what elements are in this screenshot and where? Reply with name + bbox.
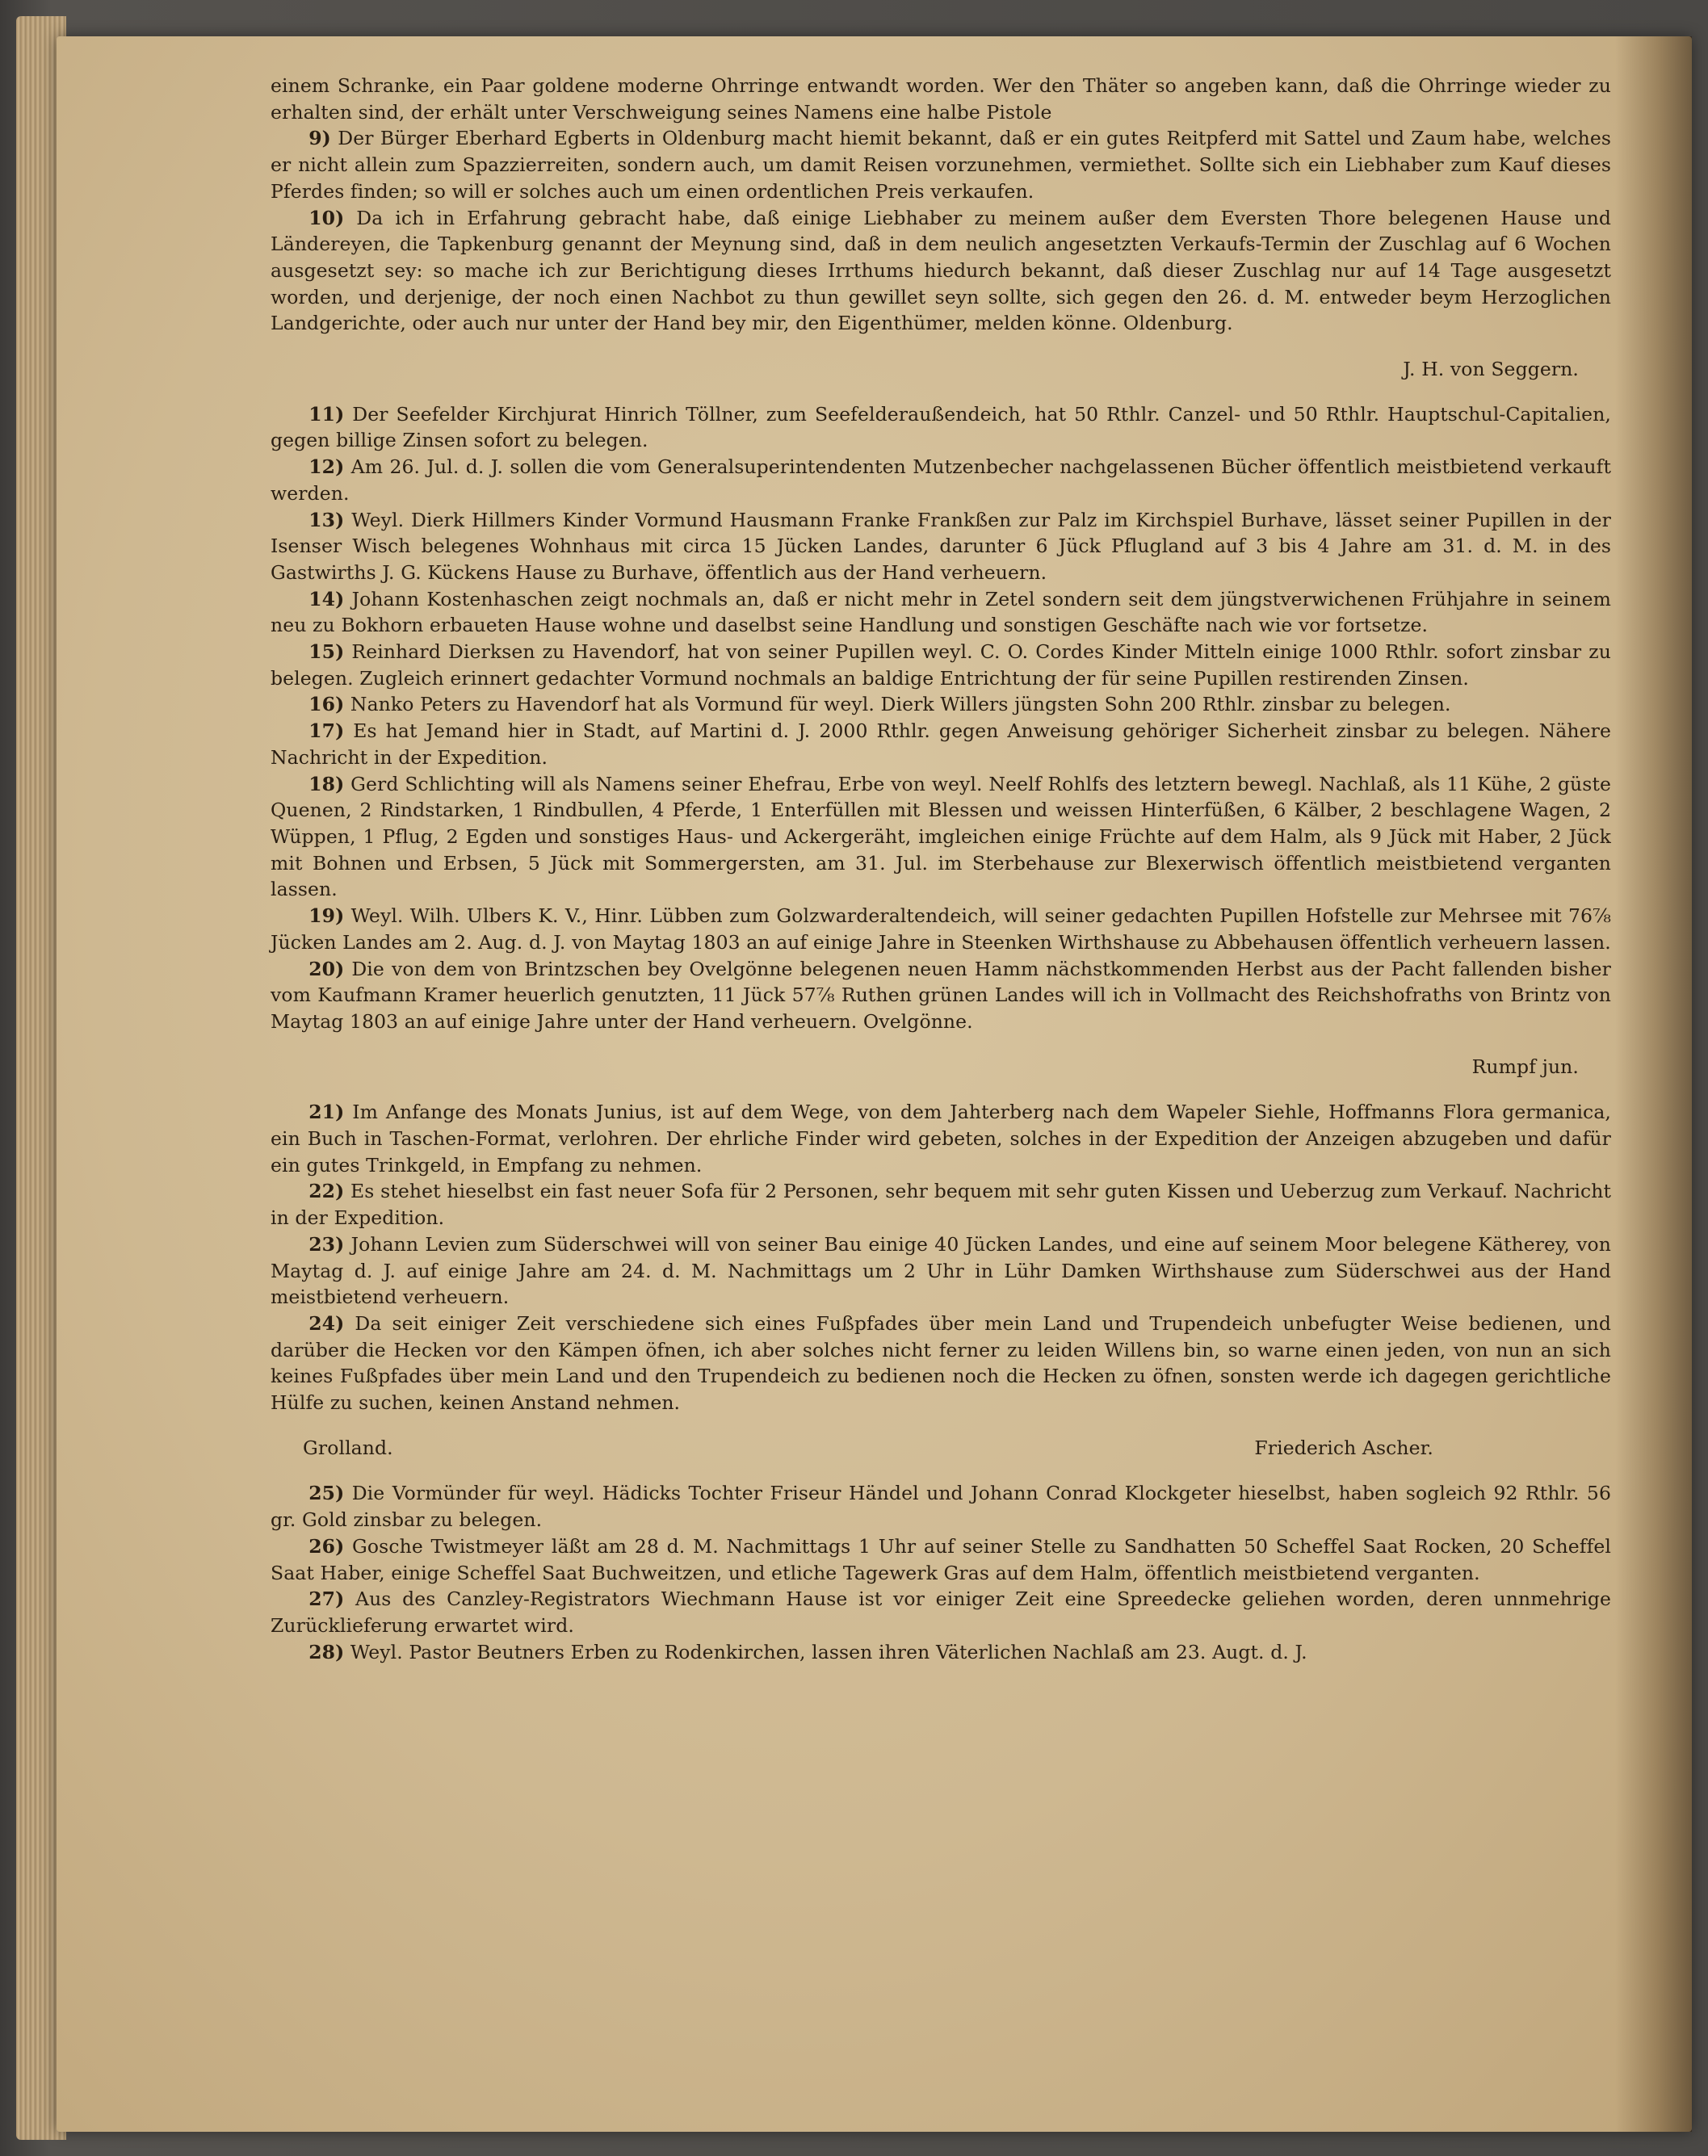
entry-22: 22) Es stehet hieselbst ein fast neuer Sofa für 2 Personen, sehr bequem mit sehr guten Kissen und Ueberzug zum Verkauf. Nachricht in der Expedition.	[271, 1180, 1611, 1230]
entry-17: 17) Es hat Jemand hier in Stadt, auf Martini d. J. 2000 Rthlr. gegen Anweisung gehöriger Sicherheit zinsbar zu belegen. Nähere Nachricht in der Expedition.	[271, 719, 1611, 769]
entry-21: 21) Im Anfange des Monats Junius, ist auf dem Wege, von dem Jahterberg nach dem Wapeler Siehle, Hoffmanns Flora germanica, ein Buch in Taschen-Format, verlohren. Der ehrliche Finder wird gebeten, solches in der Expedition der Anzeigen abzugeben und dafür ein gutes Trinkgeld, in Empfang zu nehmen.	[271, 1101, 1611, 1177]
entry-28: 28) Weyl. Pastor Beutners Erben zu Rodenkirchen, lassen ihren Väterlichen Nachlaß am 23. Augt. d. J.	[308, 1640, 1307, 1663]
entry-12: 12) Am 26. Jul. d. J. sollen die vom Generalsuperintendenten Mutzenbecher nachgelassenen Bücher öffentlich meistbietend verkauft werden.	[271, 455, 1611, 505]
entry-24: 24) Da seit einiger Zeit verschiedene sich eines Fußpfades über mein Land und Trupendeich unbefugter Weise bedienen, und darüber die Hecken vor den Kämpen öfnen, ich aber solches nicht ferner zu leiden Willens bin, so warne einen jeden, von nun an sich keines Fußpfades über mein Land und den Trupendeich zu bedienen noch die Hecken zu öfnen, sonsten werde ich dagegen gerichtliche Hülfe zu suchen, keinen Anstand nehmen.	[271, 1311, 1611, 1415]
entry-23: 23) Johann Levien zum Süderschwei will von seiner Bau einige 40 Jücken Landes, und eine auf seinem Moor belegene Kätherey, von Maytag d. J. auf einige Jahre am 24. d. M. Nachmittags um 2 Uhr in Lühr Damken Wirthshause zum Süderschwei aus der Hand meistbietend verheuern.	[271, 1232, 1611, 1309]
page-gutter-shadow	[1615, 36, 1692, 2132]
entry-18: 18) Gerd Schlichting will als Namens seiner Ehefrau, Erbe von weyl. Neelf Rohlfs des letztern bewegl. Nachlaß, als 11 Kühe, 2 güste Quenen, 2 Rindstarken, 1 Rindbullen, 4 Pferde, 1 Enterfüllen mit Blessen und weissen Hinterfüßen, 6 Kälber, 2 beschlagene Wagen, 2 Wüppen, 1 Pflug, 2 Egden und sonstiges Haus- und Ackergeräht, imgleichen einige Früchte auf dem Halm, als 9 Jück mit Haber, 2 Jück mit Bohnen und Erbsen, 5 Jück mit Sommergersten, am 31. Jul. im Sterbehause zur Blexerwisch öffentlich meistbietend verganten lassen.	[271, 772, 1611, 901]
entry-10: 10) Da ich in Erfahrung gebracht habe, daß einige Liebhaber zu meinem außer dem Eversten Thore belegenen Hause und Ländereyen, die Tapkenburg genannt der Meynung sind, daß in dem neulich angesetzten Verkaufs-Termin der Zuschlag auf 6 Wochen ausgesetzt sey: so mache ich zur Berichtigung dieses Irrthums hiedurch bekannt, daß dieser Zuschlag nur auf 14 Tage ausgesetzt worden, und derjenige, der noch einen Nachbot zu thun gewillet seyn sollte, sich gegen den 26. d. M. entweder beym Herzoglichen Landgerichte, oder auch nur unter der Hand bey mir, den Eigenthümer, melden könne. Oldenburg.	[271, 206, 1611, 335]
entry-24-place: Grolland.	[303, 1437, 393, 1460]
entry-14: 14) Johann Kostenhaschen zeigt nochmals an, daß er nicht mehr in Zetel sondern seit dem jüngstverwichenen Frühjahre in seinem neu zu Bokhorn erbaueten Hause wohne und daselbst seine Handlung und sonstigen Geschäfte nach wie vor fortsetze.	[271, 587, 1611, 637]
entry-19: 19) Weyl. Wilh. Ulbers K. V., Hinr. Lübben zum Golzwarderaltendeich, will seiner gedachten Pupillen Hofstelle zur Mehrsee mit 76⅞ Jücken Landes am 2. Aug. d. J. von Maytag 1803 an auf einige Jahre in Steenken Wirthshause zu Abbehausen öffentlich verheuern lassen.	[271, 904, 1611, 954]
entry-26: 26) Gosche Twistmeyer läßt am 28 d. M. Nachmittags 1 Uhr auf seiner Stelle zu Sandhatten 50 Scheffel Saat Rocken, 20 Scheffel Saat Haber, einige Scheffel Saat Buchweitzen, und etliche Tagewerk Gras auf dem Halm, öffentlich meistbietend verganten.	[271, 1534, 1612, 1584]
entry-20: 20) Die von dem von Brintzschen bey Ovelgönne belegenen neuen Hamm nächstkommenden Herbst aus der Pacht fallenden bisher vom Kaufmann Kramer heuerlich genutzten, 11 Jück 57⅞ Ruthen grünen Landes will ich in Vollmacht des Reichshofraths von Brintz von Maytag 1803 an auf einige Jahre unter der Hand verheuern. Ovelgönne.	[271, 957, 1611, 1033]
entry-25: 25) Die Vormünder für weyl. Hädicks Tochter Friseur Händel und Johann Conrad Klockgeter hieselbst, haben sogleich 92 Rthlr. 56 gr. Gold zinsbar zu belegen.	[271, 1482, 1611, 1532]
entry-13: 13) Weyl. Dierk Hillmers Kinder Vormund Hausmann Franke Frankßen zur Palz im Kirchspiel Burhave, lässet seiner Pupillen in der Isenser Wisch belegenes Wohnhaus mit circa 15 Jücken Landes, darunter 6 Jück Pflugland auf 3 bis 4 Jahre am 31. d. M. in des Gastwirths J. G. Kückens Hause zu Burhave, öffentlich aus der Hand verheuern.	[271, 508, 1611, 584]
entry-16: 16) Nanko Peters zu Havendorf hat als Vormund für weyl. Dierk Willers jüngsten Sohn 200 Rthlr. zinsbar zu belegen.	[308, 693, 1451, 716]
entry-20-signature: Rumpf jun.	[1471, 1055, 1579, 1079]
entry-10-signature: J. H. von Seggern.	[1403, 357, 1579, 380]
opening-paragraph: einem Schranke, ein Paar goldene moderne Ohrringe entwandt worden. Wer den Thäter so angeben kann, daß die Ohrringe wieder zu erhalten sind, der erhält unter Verschweigung seines Namens eine halbe Pistole	[271, 74, 1611, 124]
entry-11: 11) Der Seefelder Kirchjurat Hinrich Töllner, zum Seefelderaußendeich, hat 50 Rthlr. Canzel- und 50 Rthlr. Hauptschul-Capitalien, gegen billige Zinsen sofort zu belegen.	[271, 402, 1611, 452]
entry-9: 9) Der Bürger Eberhard Egberts in Oldenburg macht hiemit bekannt, daß er ein gutes Reitpferd mit Sattel und Zaum habe, welches er nicht allein zum Spazzierreiten, sondern auch, um damit Reisen vorzunehmen, vermiethet. Sollte sich ein Liebhaber zum Kauf dieses Pferdes finden; so will er solches auch um einen ordentlichen Preis verkaufen.	[271, 127, 1611, 203]
entry-15: 15) Reinhard Dierksen zu Havendorf, hat von seiner Pupillen weyl. C. O. Cordes Kinder Mitteln einige 1000 Rthlr. sofort zinsbar zu belegen. Zugleich erinnert gedachter Vormund nochmals an baldige Entrichtung der für seine Pupillen restirenden Zinsen.	[271, 640, 1611, 690]
entry-24-signature-line	[271, 1435, 1611, 1462]
page-text	[271, 73, 1611, 1665]
entry-24-signature: Friederich Ascher.	[1254, 1437, 1433, 1460]
entry-27: 27) Aus des Canzley-Registrators Wiechmann Hause ist vor einiger Zeit eine Spreedecke geliehen worden, deren unnmehrige Zurücklieferung erwartet wird.	[271, 1588, 1611, 1637]
